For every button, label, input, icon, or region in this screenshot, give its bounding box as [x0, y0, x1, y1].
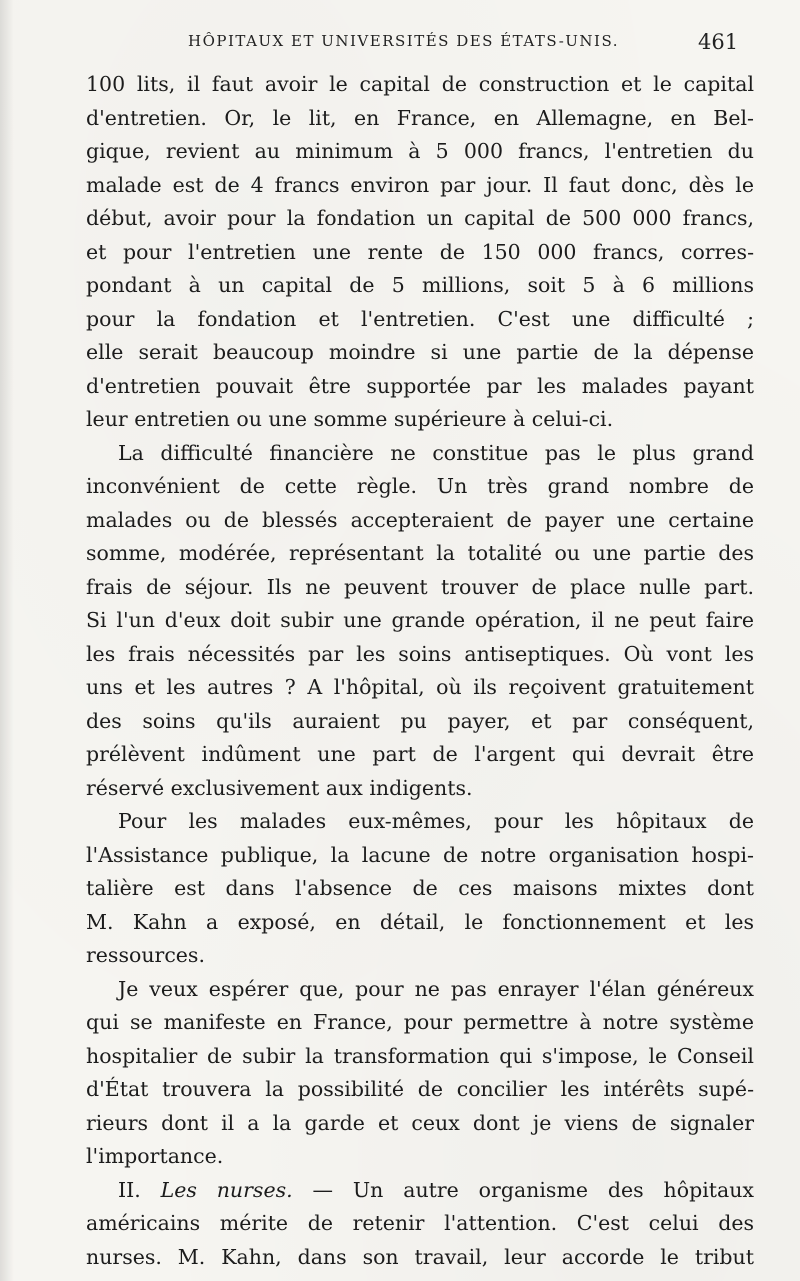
text-line: d'État trouvera la possibilité de concilier les intérêts supé- — [86, 1077, 754, 1101]
text-line: pondant à un capital de 5 millions, soit 5 à 6 millions — [86, 273, 754, 297]
text-line: l'Assistance publique, la lacune de notre organisation hospi- — [86, 842, 754, 867]
text-line: qui se manifeste en France, pour permettre à notre système — [86, 1010, 754, 1034]
running-head: HÔPITAUX ET UNIVERSITÉS DES ÉTATS-UNIS. — [188, 32, 619, 50]
text-line: Pour les malades eux-mêmes, pour les hôpitaux de — [118, 809, 754, 833]
text-line: pour la fondation et l'entretien. C'est une difficulté ; — [86, 306, 754, 331]
section-title: Les nurses. — [160, 1177, 293, 1202]
section-number: II. — [118, 1177, 141, 1202]
text-line: M. Kahn a exposé, en détail, le fonctionnement et les — [86, 909, 754, 934]
section-heading-line — [86, 1174, 754, 1208]
text-line: 100 lits, il faut avoir le capital de construction et le capital — [86, 72, 754, 96]
text-line: malades ou de blessés accepteraient de payer une certaine — [86, 507, 754, 532]
text-line: l'importance. — [86, 1144, 224, 1168]
text-line: ressources. — [86, 943, 205, 967]
text-line: La difficulté financière ne constitue pas le plus grand — [118, 440, 754, 465]
text-line: début, avoir pour la fondation un capital de 500 000 francs, — [86, 206, 754, 230]
text-line: et pour l'entretien une rente de 150 000 francs, corres- — [86, 239, 754, 264]
page-number: 461 — [698, 30, 739, 54]
text-line: américains mérite de retenir l'attention. C'est celui des — [86, 1211, 754, 1235]
section-first-line-text: — Un autre organisme des hôpitaux — [312, 1177, 754, 1202]
page-gutter-shadow — [0, 0, 14, 1281]
text-line: d'entretien pouvait être supportée par les malades payant — [86, 373, 754, 398]
text-line: elle serait beaucoup moindre si une partie de la dépense — [86, 340, 754, 364]
text-line: Je veux espérer que, pour ne pas enrayer l'élan généreux — [118, 976, 754, 1001]
text-line: talière est dans l'absence de ces maisons mixtes dont — [86, 876, 754, 900]
text-line: uns et les autres ? A l'hôpital, où ils reçoivent gratuitement — [86, 675, 754, 699]
text-line: gique, revient au minimum à 5 000 francs, l'entretien du — [86, 139, 754, 163]
body-text — [86, 68, 754, 1274]
text-line: somme, modérée, représentant la totalité ou une partie des — [86, 541, 754, 565]
text-line: Si l'un d'eux doit subir une grande opération, il ne peut faire — [86, 608, 754, 632]
text-line: malade est de 4 francs environ par jour. Il faut donc, dès le — [86, 172, 754, 197]
text-line: frais de séjour. Ils ne peuvent trouver de place nulle part. — [86, 574, 754, 599]
text-line: des soins qu'ils auraient pu payer, et par conséquent, — [86, 708, 754, 733]
text-line: leur entretien ou une somme supérieure à celui-ci. — [86, 407, 614, 431]
text-line: inconvénient de cette règle. Un très grand nombre de — [86, 474, 754, 498]
text-line: hospitalier de subir la transformation qui s'impose, le Conseil — [86, 1043, 754, 1068]
text-line: prélèvent indûment une part de l'argent qui devrait être — [86, 742, 754, 766]
text-line: d'entretien. Or, le lit, en France, en Allemagne, en Bel- — [86, 105, 754, 130]
text-line: réservé exclusivement aux indigents. — [86, 775, 473, 800]
text-line: rieurs dont il a la garde et ceux dont je viens de signaler — [86, 1110, 754, 1135]
text-line: nurses. M. Kahn, dans son travail, leur accorde le tribut — [86, 1244, 754, 1269]
text-line: les frais nécessités par les soins antiseptiques. Où vont les — [86, 641, 754, 666]
